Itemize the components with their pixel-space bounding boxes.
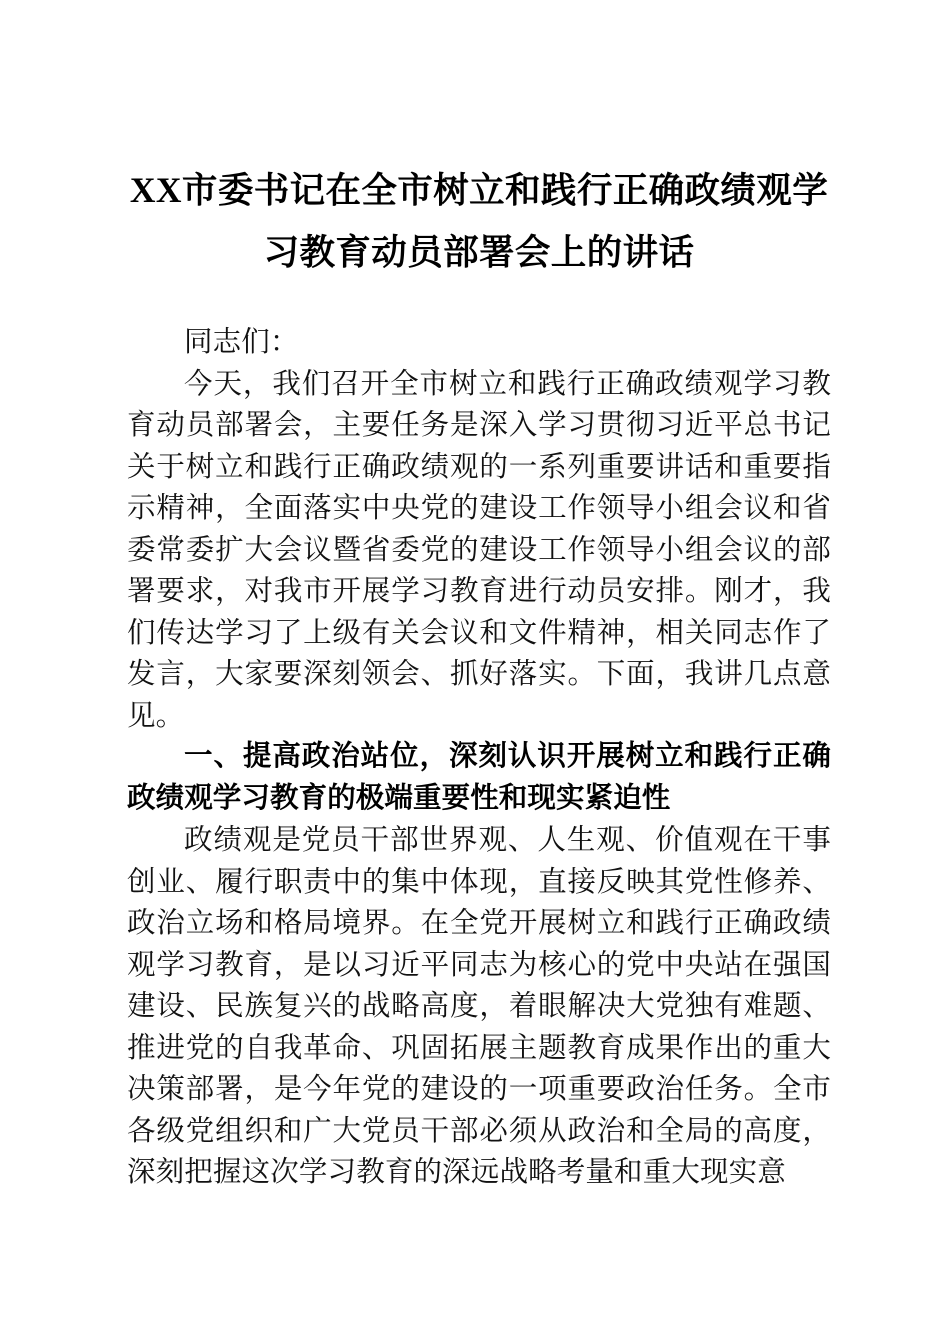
paragraph-opening: 今天，我们召开全市树立和践行正确政绩观学习教育动员部署会，主要任务是深入学习贯彻习近平总书记关于树立和践行正确政绩观的一系列重要讲话和重要指示精神，全面落实中央党的建设工作领导小组会议和省委常委扩大会议暨省委党的建设工作领导小组会议的部署要求，对我市开展学习教育进行动员安排。刚才，我们传达学习了上级有关会议和文件精神，相关同志作了发言，大家要深刻领会、抓好落实。下面，我讲几点意见。 xyxy=(127,366,831,732)
document-body xyxy=(127,321,831,1193)
paragraph-section-one-body: 政绩观是党员干部世界观、人生观、价值观在干事创业、履行职责中的集中体现，直接反映其党性修养、政治立场和格局境界。在全党开展树立和践行正确政绩观学习教育，是以习近平同志为核心的党中央站在强国建设、民族复兴的战略高度，着眼解决大党独有难题、推进党的自我革命、巩固拓展主题教育成果作出的重大决策部署，是今年党的建设的一项重要政治任务。全市各级党组织和广大党员干部必须从政治和全局的高度，深刻把握这次学习教育的深远战略考量和重大现实意 xyxy=(127,823,831,1188)
document-content xyxy=(127,0,831,1193)
salutation: 同志们： xyxy=(184,325,299,358)
page-title: XX市委书记在全市树立和践行正确政绩观学习教育动员部署会上的讲话 xyxy=(129,170,829,272)
section-heading-one: 一、提高政治站位，深刻认识开展树立和践行正确政绩观学习教育的极端重要性和现实紧迫性 xyxy=(127,740,831,814)
